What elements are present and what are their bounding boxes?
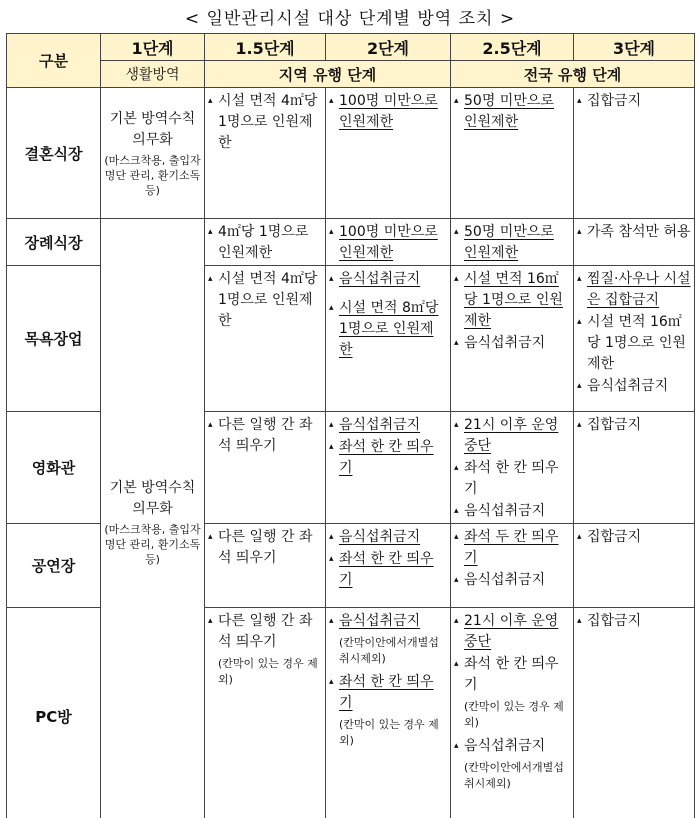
cell-l25 bbox=[451, 524, 574, 608]
cell-l2 bbox=[326, 266, 451, 412]
list-item: ▴ 집합금지 bbox=[577, 91, 691, 112]
note: (칸막이 있는 경우 제외) bbox=[339, 718, 439, 747]
cell-l3 bbox=[574, 608, 695, 818]
cell-l3 bbox=[574, 88, 695, 219]
cell-l3 bbox=[574, 412, 695, 524]
list-item: ▴ 좌석 한 칸 띄우기 bbox=[329, 437, 447, 479]
list-item: ▴ 음식섭취금지 bbox=[329, 611, 447, 632]
list-item: ▴ 집합금지 bbox=[577, 611, 691, 632]
list-item: ▴ 50명 미만으로 인원제한 bbox=[454, 91, 570, 133]
note: (칸막이 있는 경우 제외) bbox=[464, 700, 564, 729]
list-item: ▴ 음식섭취금지 bbox=[454, 736, 570, 757]
list-item: ▴ 찜질·사우나 시설은 집합금지 bbox=[577, 269, 691, 311]
list-item: ▴ 음식섭취금지 bbox=[454, 333, 570, 354]
row-label: 공연장 bbox=[7, 524, 101, 608]
list-item: ▴ 음식섭취금지 bbox=[329, 269, 447, 290]
measures-table bbox=[6, 33, 695, 818]
list-item: ▴ 4㎡당 1명으로 인원제한 bbox=[208, 222, 322, 264]
list-item: ▴ 100명 미만으로 인원제한 bbox=[329, 222, 447, 264]
list-item: ▴ 좌석 한 칸 띄우기 bbox=[454, 654, 570, 696]
cell-l15 bbox=[205, 412, 326, 524]
header-level-3: 3단계 bbox=[574, 34, 695, 61]
table-row bbox=[7, 219, 695, 266]
list-item: ▴ 집합금지 bbox=[577, 527, 691, 548]
list-item: ▴ 50명 미만으로 인원제한 bbox=[454, 222, 570, 264]
list-item: ▴ 집합금지 bbox=[577, 415, 691, 436]
cell-l15 bbox=[205, 88, 326, 219]
header-national: 전국 유행 단계 bbox=[451, 61, 695, 88]
cell-l2 bbox=[326, 608, 451, 818]
header-level-2: 2단계 bbox=[326, 34, 451, 61]
page-title: < 일반관리시설 대상 단계별 방역 조치 > bbox=[184, 9, 516, 29]
list-item: ▴ 100명 미만으로 인원제한 bbox=[329, 91, 447, 133]
list-item: ▴ 음식섭취금지 bbox=[454, 501, 570, 522]
row-label: 결혼식장 bbox=[7, 88, 101, 219]
cell-l25 bbox=[451, 608, 574, 818]
list-item: ▴ 시설 면적 4㎡당 1명으로 인원제한 bbox=[208, 269, 322, 332]
cell-l2 bbox=[326, 88, 451, 219]
cell-l25 bbox=[451, 266, 574, 412]
list-item: ▴ 다른 일행 간 좌석 띄우기 bbox=[208, 527, 322, 569]
note: (칸막이 있는 경우 제외) bbox=[218, 657, 318, 686]
list-item: ▴ 다른 일행 간 좌석 띄우기 bbox=[208, 415, 322, 457]
cell-l25 bbox=[451, 412, 574, 524]
list-item: ▴ 좌석 두 칸 띄우기 bbox=[454, 527, 570, 569]
note: (칸막이안에서개별섭취시제외) bbox=[464, 761, 564, 790]
cell-l15 bbox=[205, 266, 326, 412]
list-item: ▴ 시설 면적 8㎡당 1명으로 인원제한 bbox=[329, 298, 447, 361]
list-item: ▴ 좌석 한 칸 띄우기 bbox=[454, 458, 570, 500]
list-item: ▴ 음식섭취금지 bbox=[577, 376, 691, 397]
row-label: 장례식장 bbox=[7, 219, 101, 266]
cell-l15 bbox=[205, 219, 326, 266]
list-item: ▴ 시설 면적 16㎡당 1명으로 인원제한 bbox=[577, 312, 691, 375]
base-rule-main: 기본 방역수칙 의무화 bbox=[109, 479, 196, 517]
note: (칸막이안에서개별섭취시제외) bbox=[339, 636, 439, 665]
header-regional: 지역 유행 단계 bbox=[205, 61, 451, 88]
cell-l2 bbox=[326, 219, 451, 266]
list-item: ▴ 시설 면적 16㎡당 1명으로 인원제한 bbox=[454, 269, 570, 332]
header-level-1-5: 1.5단계 bbox=[205, 34, 326, 61]
header-level-1-sub: 생활방역 bbox=[101, 61, 205, 88]
list-item: ▴ 시설 면적 4㎡당 1명으로 인원제한 bbox=[208, 91, 322, 154]
list-item: ▴ 음식섭취금지 bbox=[454, 570, 570, 591]
cell-l15 bbox=[205, 608, 326, 818]
cell-l3 bbox=[574, 266, 695, 412]
list-item: ▴ 21시 이후 운영 중단 bbox=[454, 415, 570, 457]
cell-l25 bbox=[451, 88, 574, 219]
list-item: ▴ 다른 일행 간 좌석 띄우기 bbox=[208, 611, 322, 653]
row-label: 영화관 bbox=[7, 412, 101, 524]
header-level-1: 1단계 bbox=[101, 34, 205, 61]
cell-l2 bbox=[326, 412, 451, 524]
base-rule-cell bbox=[101, 219, 205, 818]
table-row bbox=[7, 88, 695, 219]
list-item: ▴ 21시 이후 운영 중단 bbox=[454, 611, 570, 653]
header-gubun: 구분 bbox=[7, 34, 101, 88]
row-label: 목욕장업 bbox=[7, 266, 101, 412]
cell-l2 bbox=[326, 524, 451, 608]
cell-l25 bbox=[451, 219, 574, 266]
cell-l3 bbox=[574, 524, 695, 608]
list-item: ▴ 가족 참석만 허용 bbox=[577, 222, 691, 243]
base-rule-detail: (마스크착용, 출입자 명단 관리, 환기소독 등) bbox=[104, 522, 201, 566]
list-item: ▴ 좌석 한 칸 띄우기 bbox=[329, 549, 447, 591]
row-label: PC방 bbox=[7, 608, 101, 818]
list-item: ▴ 음식섭취금지 bbox=[329, 527, 447, 548]
base-rule-main: 기본 방역수칙 의무화 bbox=[109, 110, 196, 148]
header-level-2-5: 2.5단계 bbox=[451, 34, 574, 61]
list-item: ▴ 음식섭취금지 bbox=[329, 415, 447, 436]
cell-l3 bbox=[574, 219, 695, 266]
list-item: ▴ 좌석 한 칸 띄우기 bbox=[329, 672, 447, 714]
base-rule-cell bbox=[101, 88, 205, 219]
base-rule-detail: (마스크착용, 출입자 명단 관리, 환기소독 등) bbox=[104, 153, 201, 197]
cell-l15 bbox=[205, 524, 326, 608]
